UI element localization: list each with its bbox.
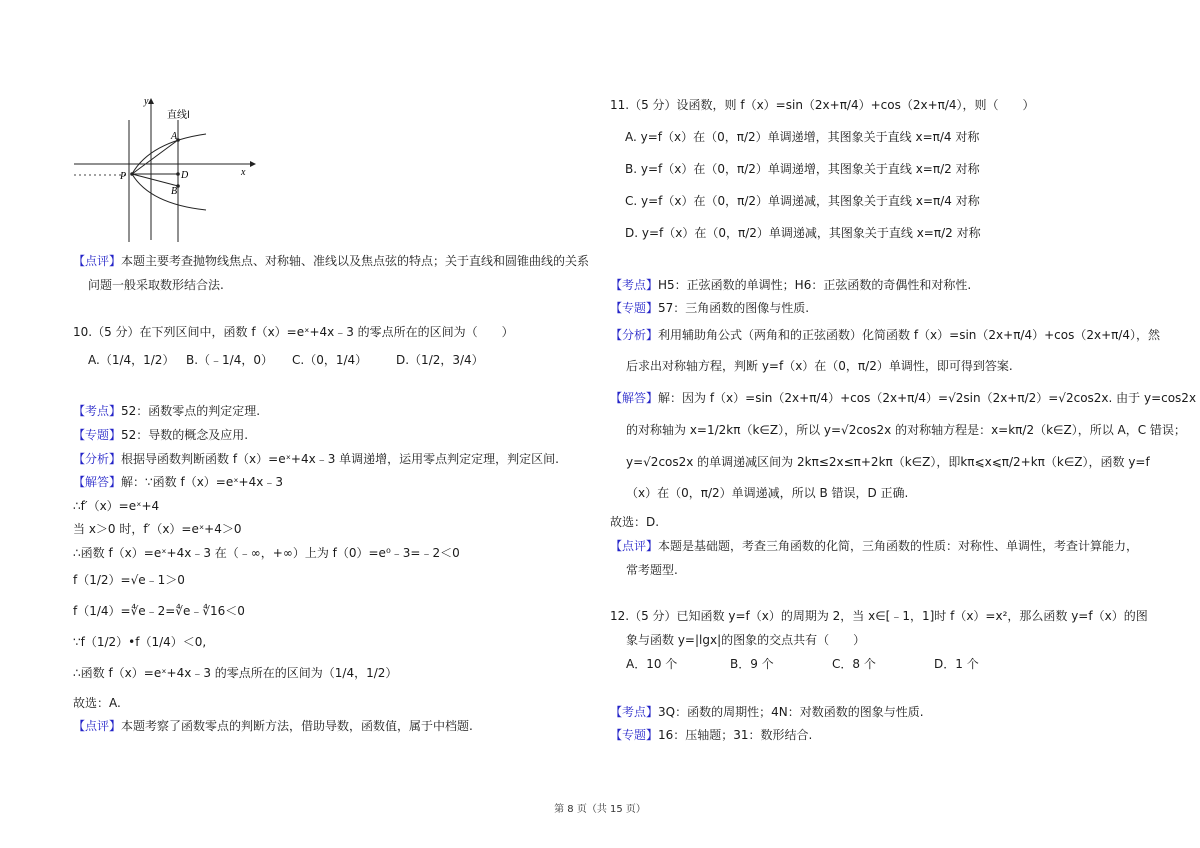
q11-option-b: B. y=f（x）在（0，π/2）单调递增，其图象关于直线 x=π/2 对称 [625, 162, 980, 176]
q10-fenxi-text: 根据导函数判断函数 f（x）=eˣ+4x﹣3 单调递增，运用零点判定定理，判定区间. [121, 452, 559, 466]
q10-comment [73, 718, 473, 734]
q11-option-d: D. y=f（x）在（0，π/2）单调递减，其图象关于直线 x=π/2 对称 [625, 226, 981, 240]
q12-stem-line1: 12.（5 分）已知函数 y=f（x）的周期为 2，当 x∈[﹣1，1]时 f（x）=x²，那么函数 y=f（x）的图 [610, 609, 1148, 623]
q10-option-c: C.（0，1/4） [292, 353, 368, 367]
q10-jieda-line8: ∴函数 f（x）=eˣ+4x﹣3 的零点所在的区间为（1/4，1/2） [73, 666, 398, 680]
x-axis-arrow [250, 161, 256, 167]
q11-jieda-line1 [610, 390, 1196, 406]
q11-kaodian-tag: 【考点】 [610, 278, 659, 292]
point-d [176, 172, 180, 176]
q12-option-b: B．9 个 [730, 657, 774, 671]
q11-zhuanti [610, 300, 809, 316]
page-footer: 第 8 页（共 15 页） [554, 804, 646, 815]
q11-option-c: C. y=f（x）在（0，π/2）单调递减，其图象关于直线 x=π/4 对称 [625, 194, 980, 208]
q11-comment-line1 [610, 538, 1138, 554]
q10-fenxi [73, 451, 559, 467]
q11-kaodian-text: H5：正弦函数的单调性；H6：正弦函数的奇偶性和对称性. [658, 278, 972, 292]
q10-option-a: A.（1/4，1/2） [88, 353, 175, 367]
q9-comment-line1 [73, 253, 589, 269]
q11-comment-line2: 常考题型. [626, 563, 678, 577]
q10-jieda-line5: f（1/2）=√e﹣1＞0 [73, 573, 185, 587]
q10-stem: 10.（5 分）在下列区间中，函数 f（x）=eˣ+4x﹣3 的零点所在的区间为（ ） [73, 325, 514, 339]
q11-jieda-line4: （x）在（0，π/2）单调递减，所以 B 错误，D 正确. [626, 486, 909, 500]
focal-chord-pb [132, 174, 178, 186]
point-p [130, 172, 134, 176]
y-axis-arrow [148, 98, 154, 104]
q10-zhuanti [73, 427, 248, 443]
q10-option-b: B.（﹣1/4，0） [186, 353, 273, 367]
q11-stem: 11.（5 分）设函数，则 f（x）=sin（2x+π/4）+cos（2x+π/4），则（ ） [610, 98, 1035, 112]
q9-comment-tag: 【点评】 [73, 254, 122, 268]
q12-zhuanti-text: 16：压轴题；31：数形结合. [658, 728, 813, 742]
q11-fenxi-tag: 【分析】 [610, 328, 659, 342]
parabola-curve [132, 134, 206, 210]
q10-comment-tag: 【点评】 [73, 719, 122, 733]
q11-comment-tag: 【点评】 [610, 539, 659, 553]
q12-option-d: D．1 个 [934, 657, 979, 671]
label-p: P [120, 171, 127, 182]
q11-jieda-tag: 【解答】 [610, 391, 659, 405]
q11-comment-text: 本题是基础题，考查三角函数的化简，三角函数的性质：对称性、单调性，考查计算能力， [658, 539, 1139, 553]
label-a: A [171, 131, 178, 142]
label-line-l: 直线l [167, 110, 190, 121]
q11-choose: 故选：D. [610, 515, 660, 529]
q10-choose: 故选：A. [73, 696, 121, 710]
q10-fenxi-tag: 【分析】 [73, 452, 122, 466]
q11-jieda-line3: y=√2cos2x 的单调递减区间为 2kπ≤2x≤π+2kπ（k∈Z），即kπ⩽x⩽π/2+kπ（k∈Z），函数 y=f [626, 455, 1150, 469]
q12-kaodian-text: 3Q：函数的周期性；4N：对数函数的图象与性质. [658, 705, 924, 719]
q10-jieda-line1 [73, 474, 283, 490]
q11-fenxi-line1 [610, 327, 1160, 343]
q10-option-d: D.（1/2，3/4） [396, 353, 484, 367]
q11-fenxi-text: 利用辅助角公式（两角和的正弦函数）化简函数 f（x）=sin（2x+π/4）+cos（2x+π/4），然 [658, 328, 1161, 342]
q10-zhuanti-text: 52：导数的概念及应用. [121, 428, 249, 442]
q12-zhuanti-tag: 【专题】 [610, 728, 659, 742]
q12-kaodian [610, 704, 924, 720]
q10-jieda-line3: 当 x＞0 时，f′（x）=eˣ+4＞0 [73, 522, 242, 536]
q12-option-c: C．8 个 [832, 657, 876, 671]
q10-jieda-text: 解：∵函数 f（x）=eˣ+4x﹣3 [121, 475, 283, 489]
q10-kaodian-text: 52：函数零点的判定定理. [121, 404, 261, 418]
q11-zhuanti-tag: 【专题】 [610, 301, 659, 315]
q12-kaodian-tag: 【考点】 [610, 705, 659, 719]
q10-jieda-line7: ∵f（1/2）•f（1/4）＜0, [73, 635, 207, 649]
q10-kaodian [73, 403, 260, 419]
q10-jieda-line6: f（1/4）=∜e﹣2=∜e﹣∜16＜0 [73, 604, 245, 618]
label-x: x [241, 167, 246, 178]
q11-jieda-line2: 的对称轴为 x=1/2kπ（k∈Z），所以 y=√2cos2x 的对称轴方程是：x=kπ/2（k∈Z），所以 A，C 错误； [626, 423, 1186, 437]
q12-option-a: A．10 个 [626, 657, 678, 671]
label-d: D [181, 170, 189, 181]
q11-fenxi-line2: 后求出对称轴方程，判断 y=f（x）在（0，π/2）单调性，即可得到答案. [626, 359, 1013, 373]
q12-stem-line2: 象与函数 y=|lgx|的图象的交点共有（ ） [626, 633, 866, 647]
q11-kaodian [610, 277, 971, 293]
q9-comment-text: 本题主要考查抛物线焦点、对称轴、准线以及焦点弦的特点；关于直线和圆锥曲线的关系 [121, 254, 590, 268]
label-y: y [144, 96, 149, 107]
q11-jieda-text: 解：因为 f（x）=sin（2x+π/4）+cos（2x+π/4）=√2sin（2x+π/2）=√2cos2x. 由于 y=cos2x [658, 391, 1197, 405]
label-b: B [171, 186, 178, 197]
q10-jieda-line4: ∴函数 f（x）=eˣ+4x﹣3 在（﹣∞，+∞）上为 f（0）=e⁰﹣3=﹣2＜0 [73, 546, 460, 560]
q10-kaodian-tag: 【考点】 [73, 404, 122, 418]
q11-zhuanti-text: 57：三角函数的图像与性质. [658, 301, 810, 315]
q11-option-a: A. y=f（x）在（0，π/2）单调递增，其图象关于直线 x=π/4 对称 [625, 130, 980, 144]
q10-comment-text: 本题考察了函数零点的判断方法，借助导数，函数值，属于中档题. [121, 719, 473, 733]
parabola-figure [70, 92, 270, 244]
focal-chord-pa [132, 140, 178, 174]
q10-jieda-line2: ∴f′（x）=eˣ+4 [73, 499, 160, 513]
q9-comment-line2: 问题一般采取数形结合法. [88, 278, 224, 292]
q12-zhuanti [610, 727, 812, 743]
q10-jieda-tag: 【解答】 [73, 475, 122, 489]
q10-zhuanti-tag: 【专题】 [73, 428, 122, 442]
